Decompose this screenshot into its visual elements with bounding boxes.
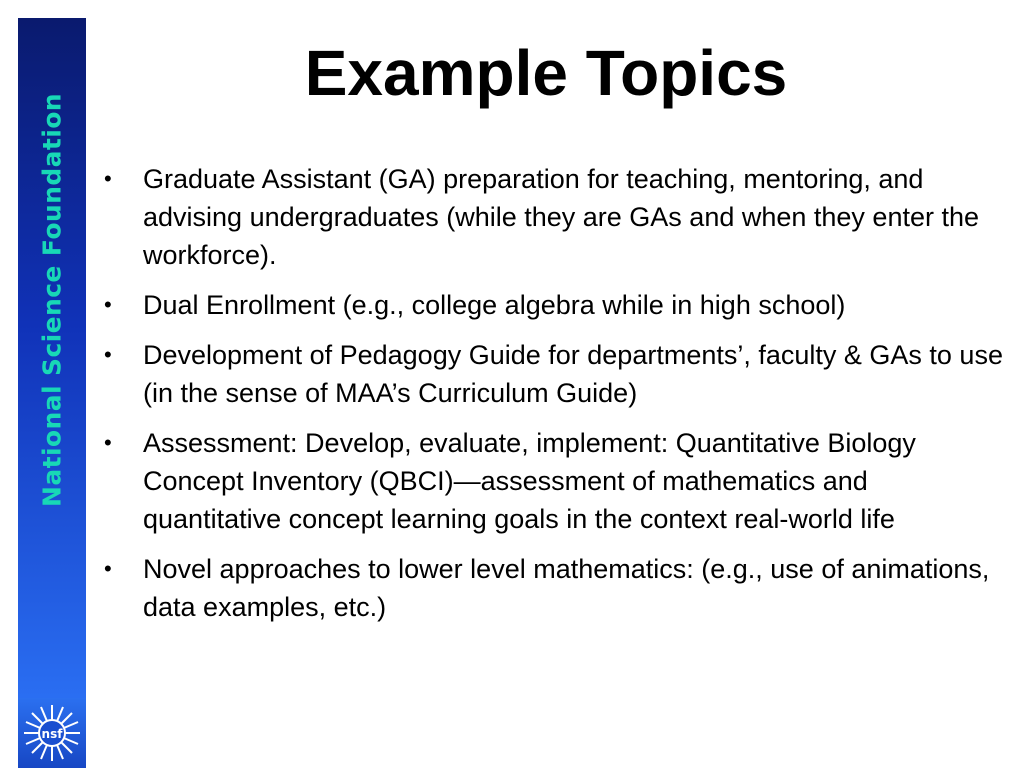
sidebar-label: National Science Foundation xyxy=(37,93,67,507)
bullet-item xyxy=(100,550,1005,626)
nsf-logo-icon xyxy=(22,703,82,763)
bullet-item xyxy=(100,286,1005,324)
bullet-text: Novel approaches to lower level mathematics: (e.g., use of animations, data examples, etc.) xyxy=(143,554,990,622)
bullet-list xyxy=(100,160,1005,638)
bullet-text: Assessment: Develop, evaluate, implement: Quantitative Biology Concept Inventory (QBCI)—assessment of mathematics and quantitative concept learning goals in the context real-world life xyxy=(143,428,916,534)
bullet-item xyxy=(100,424,1005,538)
bullet-dot: • xyxy=(104,166,112,191)
logo-text: nsf xyxy=(41,727,63,741)
nsf-logo xyxy=(18,698,86,768)
slide-title: Example Topics xyxy=(304,37,788,109)
bullet-text: Dual Enrollment (e.g., college algebra while in high school) xyxy=(143,290,846,320)
bullet-item xyxy=(100,160,1005,274)
bullet-dot: • xyxy=(104,342,112,367)
bullet-dot: • xyxy=(104,292,112,317)
bullet-text: Development of Pedagogy Guide for departments’, faculty & GAs to use (in the sense of MAA’s Curriculum Guide) xyxy=(143,340,1003,408)
bullet-dot: • xyxy=(104,430,112,455)
bullet-text: Graduate Assistant (GA) preparation for teaching, mentoring, and advising undergraduates (while they are GAs and when they enter the workforce). xyxy=(143,164,980,270)
bullet-item xyxy=(100,336,1005,412)
bullet-dot: • xyxy=(104,556,112,581)
